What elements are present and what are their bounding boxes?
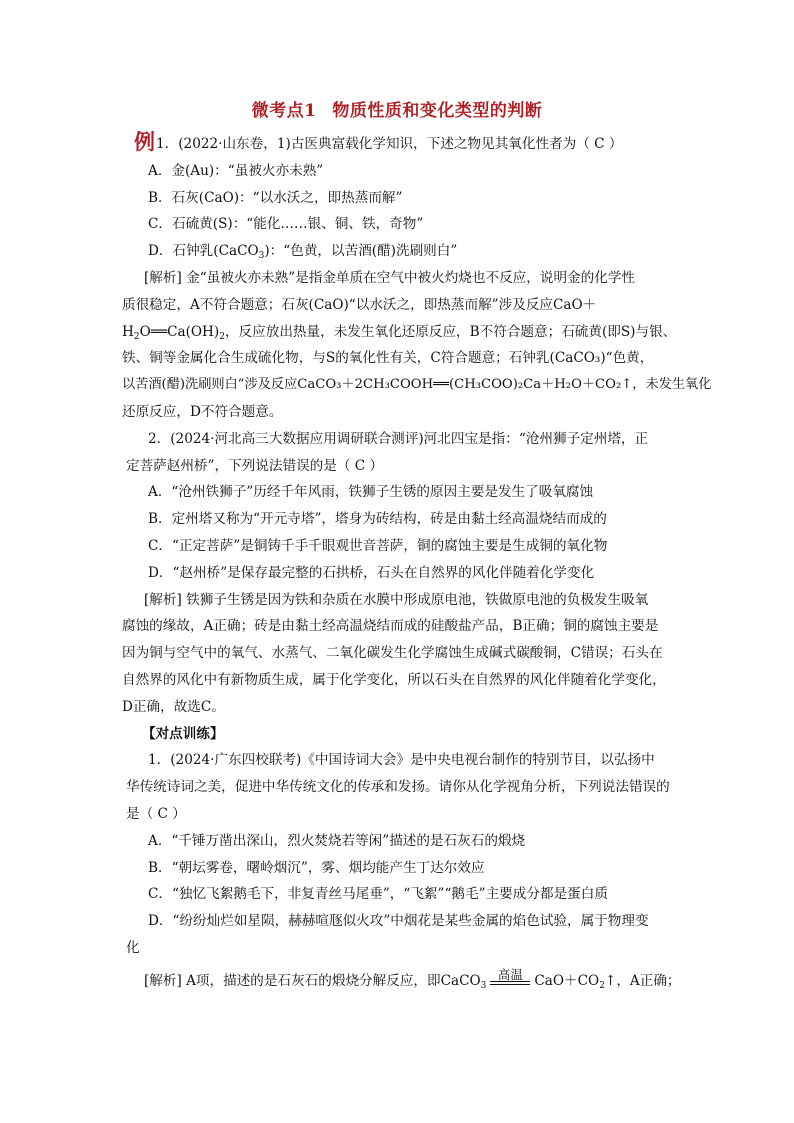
title-number: 微考点1	[251, 101, 317, 121]
t1-option-b: B．“朝坛雾卷，曙岭烟沉”，雾、烟均能产生丁达尔效应	[148, 859, 485, 876]
t1-option-d-line1: D．“纷纷灿烂如星陨，赫赫喧豗似火攻”中烟花是某些金属的焰色试验，属于物理变	[148, 913, 649, 930]
t1-option-d-line2: 化	[126, 939, 140, 956]
q2-option-b: B．定州塔又称为“开元寺塔”，塔身为砖结构，砖是由黏土经高温烧结而成的	[148, 511, 607, 528]
q2-option-a: A．“沧州铁狮子”历经千年风雨，铁狮子生锈的原因主要是发生了吸氧腐蚀	[148, 484, 594, 501]
t1-stem-line3: 是（ C ）	[126, 805, 186, 822]
reaction-condition: 高温	[490, 974, 530, 988]
q1-analysis: [解析] 金“虽被火亦未熟”是指金单质在空气中被火灼烧也不反应，说明金的化学性 质很稳定，A不符合题意；石灰(CaO)“以水沃之，即热蒸而解”涉及反应CaO＋ $H_2O══Ca(OH)_2$，反应放出热量，未发生氧化还原反应，B不符合题意；石硫黄(即S)与银、 铁、铜等金属化合生成硫化物，与S的氧化性有关，C符合题意；石钟乳(CaCO₃)“色黄， 以苦酒(醋)洗刷则白”涉及反应CaCO₃＋2CH₃COOH══(CH₃COO)₂Ca＋H₂O＋CO₂↑，未发生氧化 还原反应，D不符合题意。	[122, 269, 712, 420]
t1-option-c: C．“独忆飞絮鹅毛下，非复青丝马尾垂”，“飞絮”“鹅毛”主要成分都是蛋白质	[148, 886, 608, 903]
q2-analysis: [解析] 铁狮子生锈是因为铁和杂质在水膜中形成原电池，铁做原电池的负极发生吸氧 腐蚀的缘故，A正确；砖是由黏土经高温烧结而成的硅酸盐产品，B正确；铜的腐蚀主要是 因为铜与空气中的氧气、水蒸气、二氧化碳发生化学腐蚀生成碱式碳酸铜，C错误；石头在 自然界的风化中有新物质生成，属于化学变化，所以石头在自然界的风化伴随着化学变化， D正确，故选C。	[122, 591, 666, 715]
section-heading: 【对点训练】	[142, 725, 224, 742]
t1-analysis: [解析] A项，描述的是石灰石的煅烧分解反应，即CaCO$_3$ 高温 $CaO+CO_2↑$，A正确；	[144, 967, 681, 991]
q2-option-c: C．“正定菩萨”是铜铸千手千眼观世音菩萨，铜的腐蚀主要是生成铜的氧化物	[148, 537, 608, 554]
document-body	[122, 129, 712, 995]
q1-stem: 例1．(2022·山东卷，1)古医典富载化学知识，下述之物见其氧化性者为（ C ）	[134, 129, 623, 154]
q2-option-d: D．“赵州桥”是保存最完整的石拱桥，石头在自然界的风化伴随着化学变化	[148, 564, 595, 581]
t1-stem-line2: 华传统诗词之美，促进中华传统文化的传承和发扬。请你从化学视角分析，下列说法错误的	[126, 779, 670, 796]
t1-stem-line1: 1．(2024·广东四校联考)《中国诗词大会》是中央电视台制作的特别节目，以弘扬中	[148, 752, 655, 769]
q2-stem-line1: 2．(2024·河北高三大数据应用调研联合测评)河北四宝是指：“沧州狮子定州塔，正	[148, 430, 649, 447]
q1-option-c: C．石硫黄(S)：“能化……银、铜、铁，奇物”	[148, 216, 424, 233]
page-title	[0, 96, 794, 121]
example-mark: 例	[134, 129, 155, 154]
q1-option-a: A．金(Au)：“虽被火亦未熟”	[148, 162, 324, 179]
title-text: 物质性质和变化类型的判断	[332, 101, 543, 121]
q1-option-d: D．石钟乳(CaCO$_3$)：“色黄，以苦酒(醋)洗刷则白”	[148, 243, 458, 262]
t1-option-a: A．“千锤万凿出深山，烈火焚烧若等闲”描述的是石灰石的煅烧	[148, 832, 526, 849]
q1-option-b: B．石灰(CaO)：“以水沃之，即热蒸而解”	[148, 189, 403, 206]
q2-stem-line2: 定菩萨赵州桥”，下列说法错误的是（ C ）	[126, 457, 384, 474]
